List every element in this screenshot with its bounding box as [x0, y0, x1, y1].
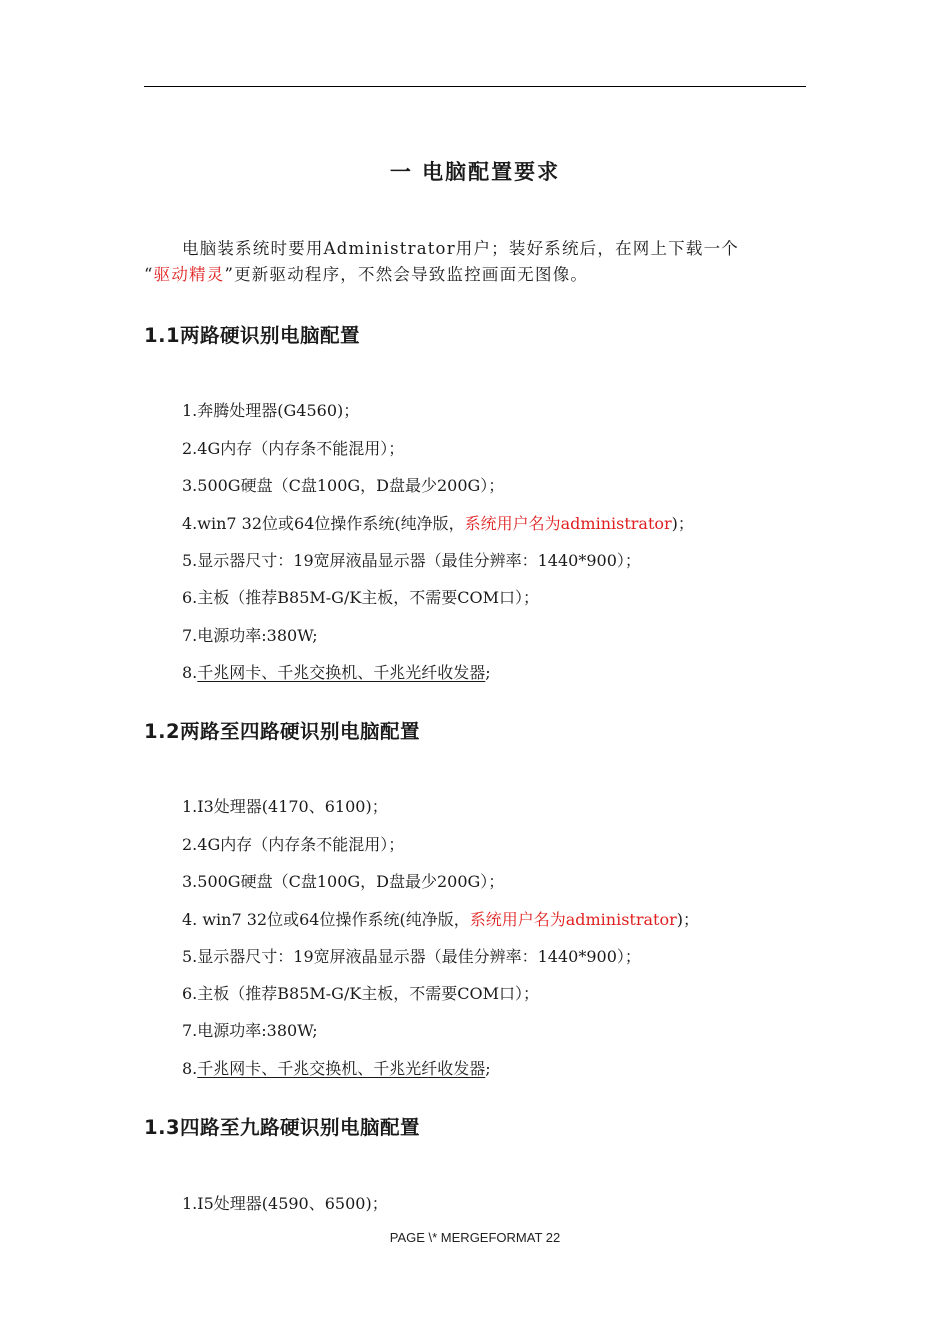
item-text: )；: [671, 514, 694, 533]
list-item: 2.4G内存（内存条不能混用）；: [182, 439, 405, 458]
gigabit-network-note: 千兆网卡、千兆交换机、千兆光纤收发器: [197, 663, 486, 682]
intro-line-2-rest: ”更新驱动程序，不然会导致监控画面无图像。: [224, 265, 589, 284]
item-text: 4.win7 32位或64位操作系统(纯净版，: [182, 514, 465, 533]
item-text: ;: [485, 663, 491, 682]
section-heading-1-3: 1.3四路至九路硬识别电脑配置: [144, 1116, 421, 1139]
item-text: 4. win7 32位或64位操作系统(纯净版，: [182, 910, 470, 929]
list-item: 3.500G硬盘（C盘100G，D盘最少200G）；: [182, 872, 505, 891]
list-item: 7.电源功率:380W;: [182, 1021, 318, 1040]
item-text: 8.: [182, 1059, 198, 1078]
chapter-title: 一 电脑配置要求: [389, 160, 561, 184]
list-item: 3.500G硬盘（C盘100G，D盘最少200G）；: [182, 476, 505, 495]
gigabit-network-note: 千兆网卡、千兆交换机、千兆光纤收发器: [197, 1059, 486, 1078]
username-requirement: 系统用户名为administrator: [464, 514, 672, 533]
list-item: 1.I3处理器(4170、6100)；: [182, 797, 388, 816]
list-item: [182, 511, 694, 534]
intro-line-2: [144, 262, 810, 288]
list-item: 1.I5处理器(4590、6500)；: [182, 1194, 388, 1213]
list-item: 7.电源功率:380W;: [182, 626, 318, 645]
list-item: 6.主板（推荐B85M-G/K主板，不需要COM口）；: [182, 588, 540, 607]
list-item: 1.奔腾处理器(G4560)；: [182, 401, 360, 420]
intro-line-1: 电脑装系统时要用Administrator用户；装好系统后，在网上下载一个: [182, 239, 739, 258]
list-item: [182, 907, 699, 930]
list-item: 5.显示器尺寸：19宽屏液晶显示器（最佳分辨率：1440*900）；: [182, 947, 641, 966]
list-item: 6.主板（推荐B85M-G/K主板，不需要COM口）；: [182, 984, 540, 1003]
header-rule: [144, 86, 806, 87]
list-item: [182, 1056, 491, 1079]
list-item: 2.4G内存（内存条不能混用）；: [182, 835, 405, 854]
username-requirement: 系统用户名为administrator: [469, 910, 677, 929]
driver-genius-highlight: 驱动精灵: [153, 265, 225, 284]
item-text: 8.: [182, 663, 198, 682]
section-heading-1-1: 1.1两路硬识别电脑配置: [144, 324, 361, 347]
page-footer: PAGE \* MERGEFORMAT 22: [389, 1230, 561, 1245]
intro-paragraph: [144, 236, 810, 288]
list-item: [182, 660, 491, 683]
item-text: )；: [676, 910, 699, 929]
list-item: 5.显示器尺寸：19宽屏液晶显示器（最佳分辨率：1440*900）；: [182, 551, 641, 570]
section-heading-1-2: 1.2两路至四路硬识别电脑配置: [144, 720, 421, 743]
open-quote: “: [144, 265, 154, 284]
item-text: ;: [485, 1059, 491, 1078]
